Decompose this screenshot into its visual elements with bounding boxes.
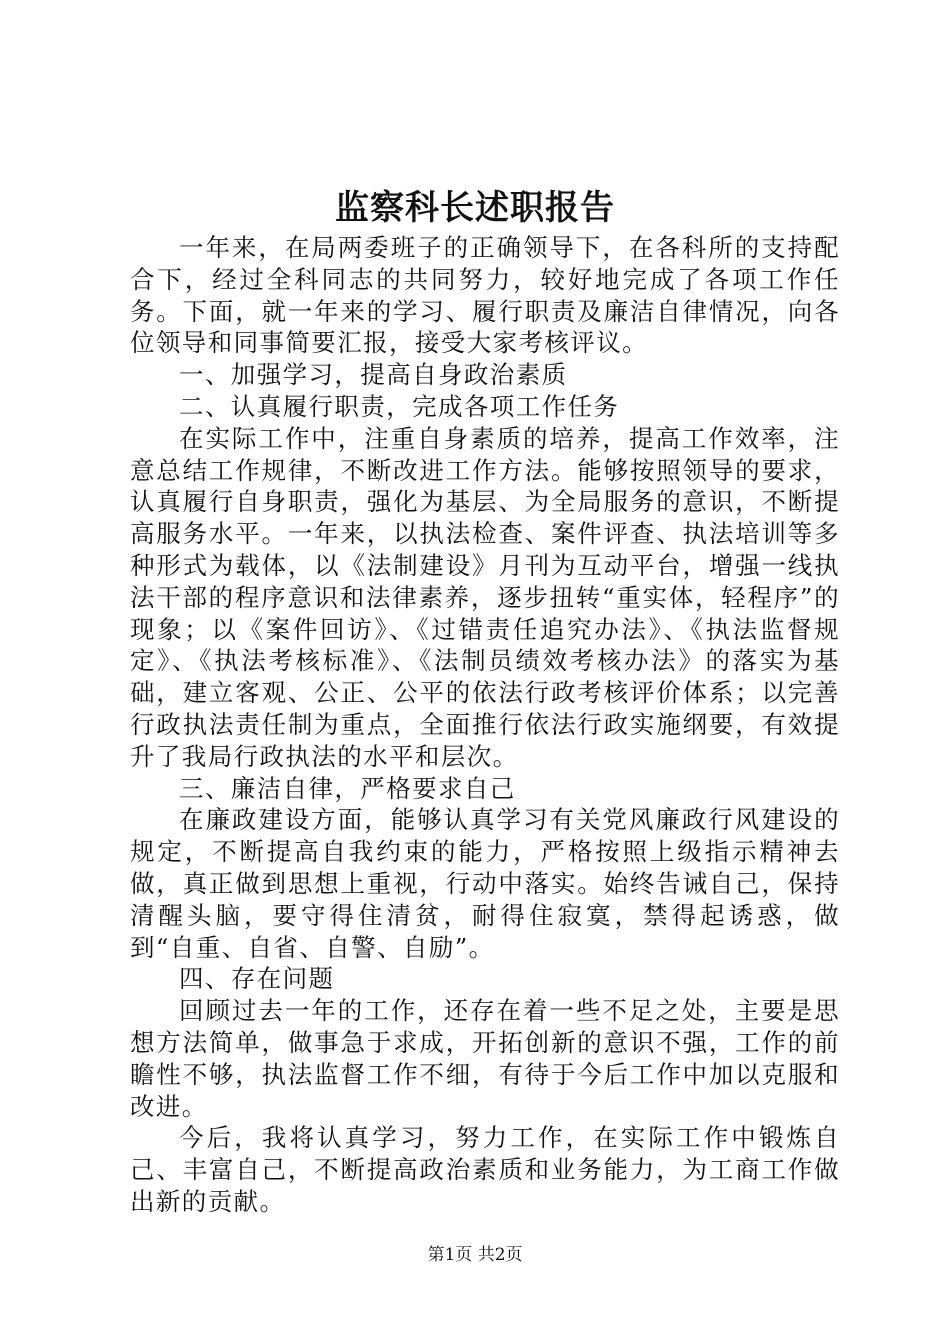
section-heading-2: 二、认真履行职责，完成各项工作任务 xyxy=(179,391,620,421)
section-heading-4: 四、存在问题 xyxy=(179,964,335,994)
paragraph-future: 今后，我将认真学习，努力工作，在实际工作中锻炼自己、丰富自己，不断提高政治素质和业务能力，为工商工作做出新的贡献。 xyxy=(130,1123,840,1216)
section-heading-1: 一、加强学习，提高自身政治素质 xyxy=(179,360,568,390)
document-body xyxy=(130,232,840,1218)
document-title: 监察科长述职报告 xyxy=(335,188,615,228)
paragraph-intro: 一年来，在局两委班子的正确领导下，在各科所的支持配合下，经过全科同志的共同努力，较好地完成了各项工作任务。下面，就一年来的学习、履行职责及廉洁自律情况，向各位领导和同事简要汇报，接受大家考核评议。 xyxy=(130,233,840,358)
page-number-footer: 第1页 共2页 xyxy=(427,1245,523,1265)
paragraph-duties: 在实际工作中，注重自身素质的培养，提高工作效率，注意总结工作规律，不断改进工作方法。能够按照领导的要求，认真履行自身职责，强化为基层、为全局服务的意识，不断提高服务水平。一年来，以执法检查、案件评查、执法培训等多种形式为载体，以《法制建设》月刊为互动平台，增强一线执法干部的程序意识和法律素养，逐步扭转“重实体，轻程序”的现象；以《案件回访》、《过错责任追究办法》、《执法监督规定》、《执法考核标准》、《法制员绩效考核办法》的落实为基础，建立客观、公正、公平的依法行政考核评价体系；以完善行政执法责任制为重点，全面推行依法行政实施纲要，有效提升了我局行政执法的水平和层次。 xyxy=(130,423,840,771)
section-heading-3: 三、廉洁自律，严格要求自己 xyxy=(179,773,516,803)
paragraph-problems: 回顾过去一年的工作，还存在着一些不足之处，主要是思想方法简单，做事急于求成，开拓创新的意识不强，工作的前瞻性不够，执法监督工作不细，有待于今后工作中加以克服和改进。 xyxy=(130,996,840,1121)
paragraph-integrity: 在廉政建设方面，能够认真学习有关党风廉政行风建设的规定，不断提高自我约束的能力，严格按照上级指示精神去做，真正做到思想上重视，行动中落实。始终告诫自己，保持清醒头脑，要守得住清贫，耐得住寂寞，禁得起诱惑，做到“自重、自省、自警、自励”。 xyxy=(130,805,840,962)
